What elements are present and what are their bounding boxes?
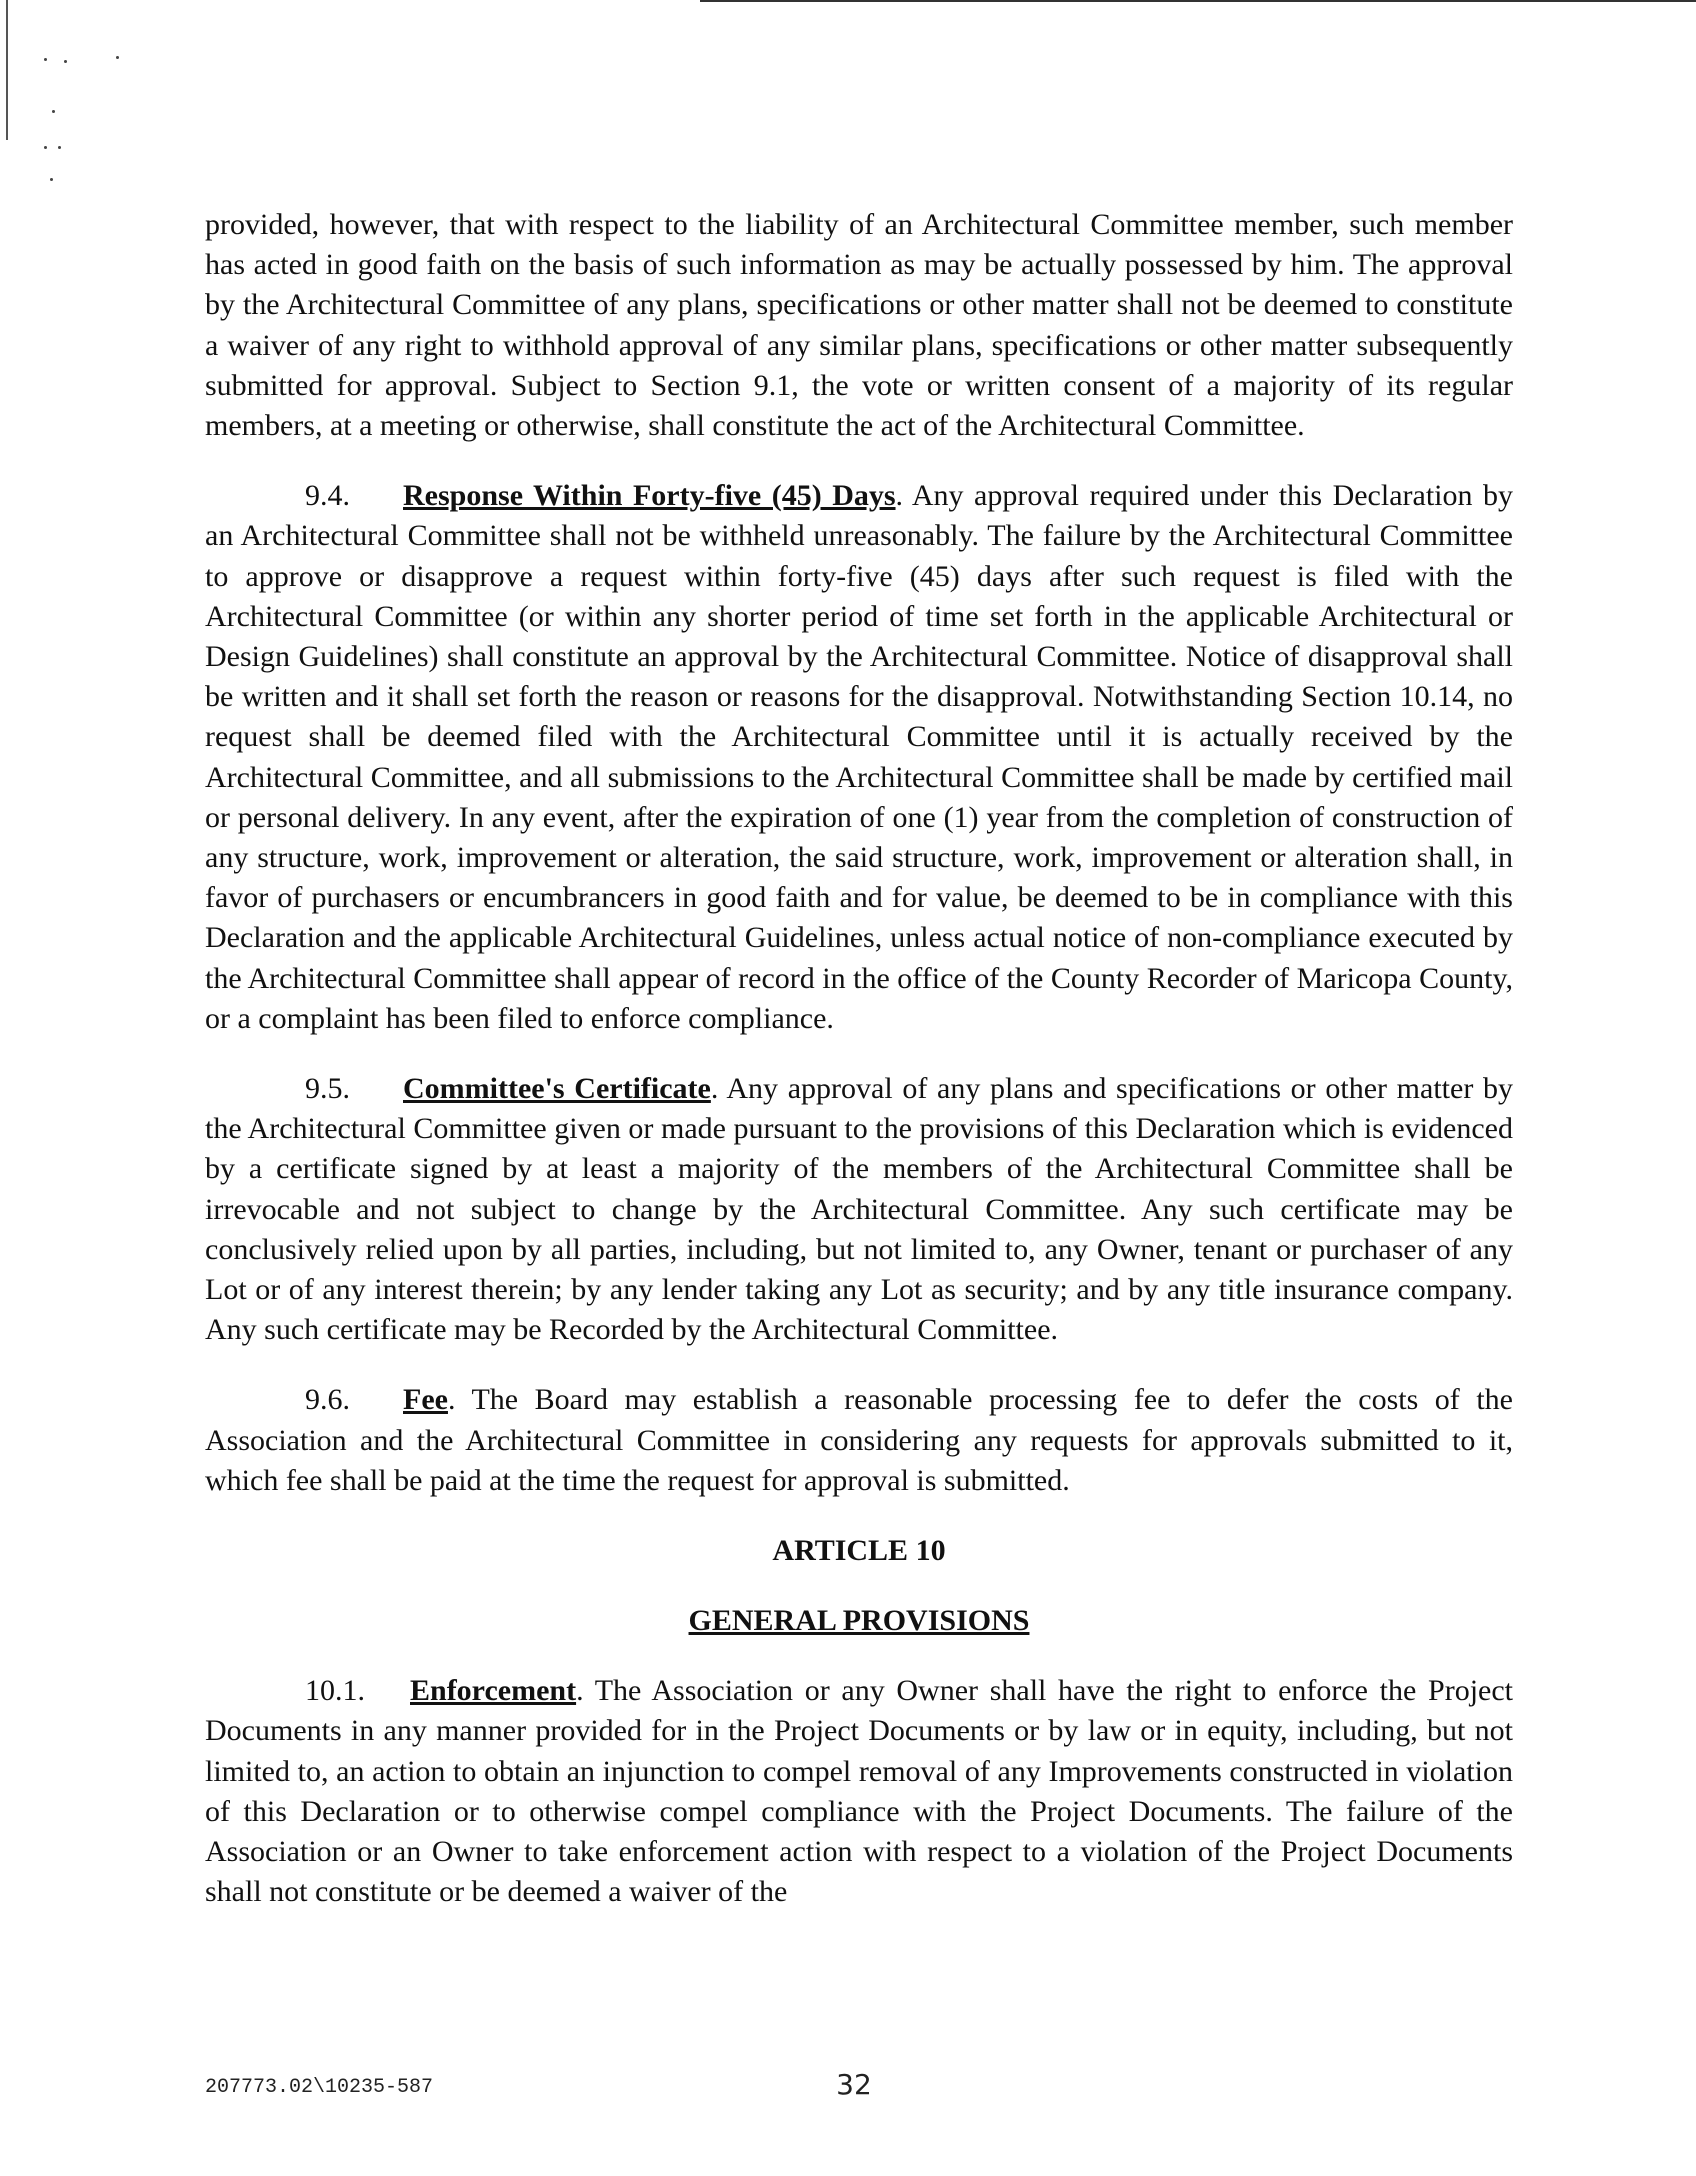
section-9-5 (205, 1069, 1513, 1350)
scan-speck (64, 60, 67, 63)
article-title: ARTICLE 10 (772, 1534, 946, 1568)
section-heading: Committee's Certificate (403, 1072, 711, 1106)
section-number: 9.6. (305, 1383, 350, 1417)
section-number: 9.4. (305, 479, 350, 513)
footer-document-code: 207773.02\10235-587 (205, 2076, 434, 2099)
continuation-paragraph (205, 205, 1513, 446)
scan-speck (116, 56, 119, 59)
continuation-text: provided, however, that with respect to the liability of an Architectural Committee member, such member has acted in good faith on the basis of such information as may be actually possessed by him. The approval by the Architectural Committee of any plans, specifications or other matter shall not be deemed to constitute a waiver of any right to withhold approval of any similar plans, specifications or other matter subsequently submitted for approval. Subject to Section 9.1, the vote or written consent of a majority of its regular members, at a meeting or otherwise, shall constitute the act of the Architectural Committee. (205, 208, 1513, 443)
page-number: 32 (836, 2068, 872, 2101)
scan-left-edge-mark (6, 0, 8, 140)
section-body: . The Board may establish a reasonable processing fee to defer the costs of the Association and the Architectural Committee in considering any requests for approvals submitted to it, which fee shall be paid at the time the request for approval is submitted. (205, 1383, 1513, 1497)
scan-speck (58, 146, 61, 149)
section-body: . Any approval of any plans and specifications or other matter by the Architectural Committee given or made pursuant to the provisions of this Declaration which is evidenced by a certificate signed by at least a majority of the members of the Architectural Committee shall be irrevocable and not subject to change by the Architectural Committee. Any such certificate may be conclusively relied upon by all parties, including, but not limited to, any Owner, tenant or purchaser of any Lot or of any interest therein; by any lender taking any Lot as security; and by any title insurance company. Any such certificate may be Recorded by the Architectural Committee. (205, 1072, 1513, 1347)
section-9-4 (205, 476, 1513, 1039)
document-page-body (205, 205, 1513, 1942)
article-subtitle: GENERAL PROVISIONS (688, 1604, 1030, 1638)
section-body: . The Association or any Owner shall have the right to enforce the Project Documents in any manner provided for in the Project Documents or by law or in equity, including, but not limited to, an action to obtain an injunction to compel removal of any Improvements constructed in violation of this Declaration or to otherwise compel compliance with the Project Documents. The failure of the Association or an Owner to take enforcement action with respect to a violation of the Project Documents shall not constitute or be deemed a waiver of the (205, 1674, 1513, 1909)
scan-speck (50, 178, 53, 181)
section-number: 10.1. (305, 1674, 365, 1708)
section-9-6 (205, 1380, 1513, 1501)
section-body: . Any approval required under this Declaration by an Architectural Committee shall not be withheld unreasonably. The failure by the Architectural Committee to approve or disapprove a request within forty-five (45) days after such request is filed with the Architectural Committee (or within any shorter period of time set forth in the applicable Architectural or Design Guidelines) shall constitute an approval by the Architectural Committee. Notice of disapproval shall be written and it shall set forth the reason or reasons for the disapproval. Notwithstanding Section 10.14, no request shall be deemed filed with the Architectural Committee until it is actually received by the Architectural Committee, and all submissions to the Architectural Committee shall be made by certified mail or personal delivery. In any event, after the expiration of one (1) year from the completion of construction of any structure, work, improvement or alteration, the said structure, work, improvement or alteration shall, in favor of purchasers or encumbrancers in good faith and for value, be deemed to be in compliance with this Declaration and the applicable Architectural Guidelines, unless actual notice of non-compliance executed by the Architectural Committee shall appear of record in the office of the County Recorder of Maricopa County, or a complaint has been filed to enforce compliance. (205, 479, 1513, 1035)
section-heading: Enforcement (410, 1674, 577, 1708)
section-number: 9.5. (305, 1072, 350, 1106)
scan-speck (52, 110, 55, 113)
scan-speck (44, 58, 47, 61)
scan-speck (44, 146, 47, 149)
section-heading: Fee (403, 1383, 448, 1417)
scan-top-edge-line (700, 0, 1696, 2)
section-10-1 (205, 1671, 1513, 1912)
section-heading: Response Within Forty-five (45) Days (403, 479, 896, 513)
